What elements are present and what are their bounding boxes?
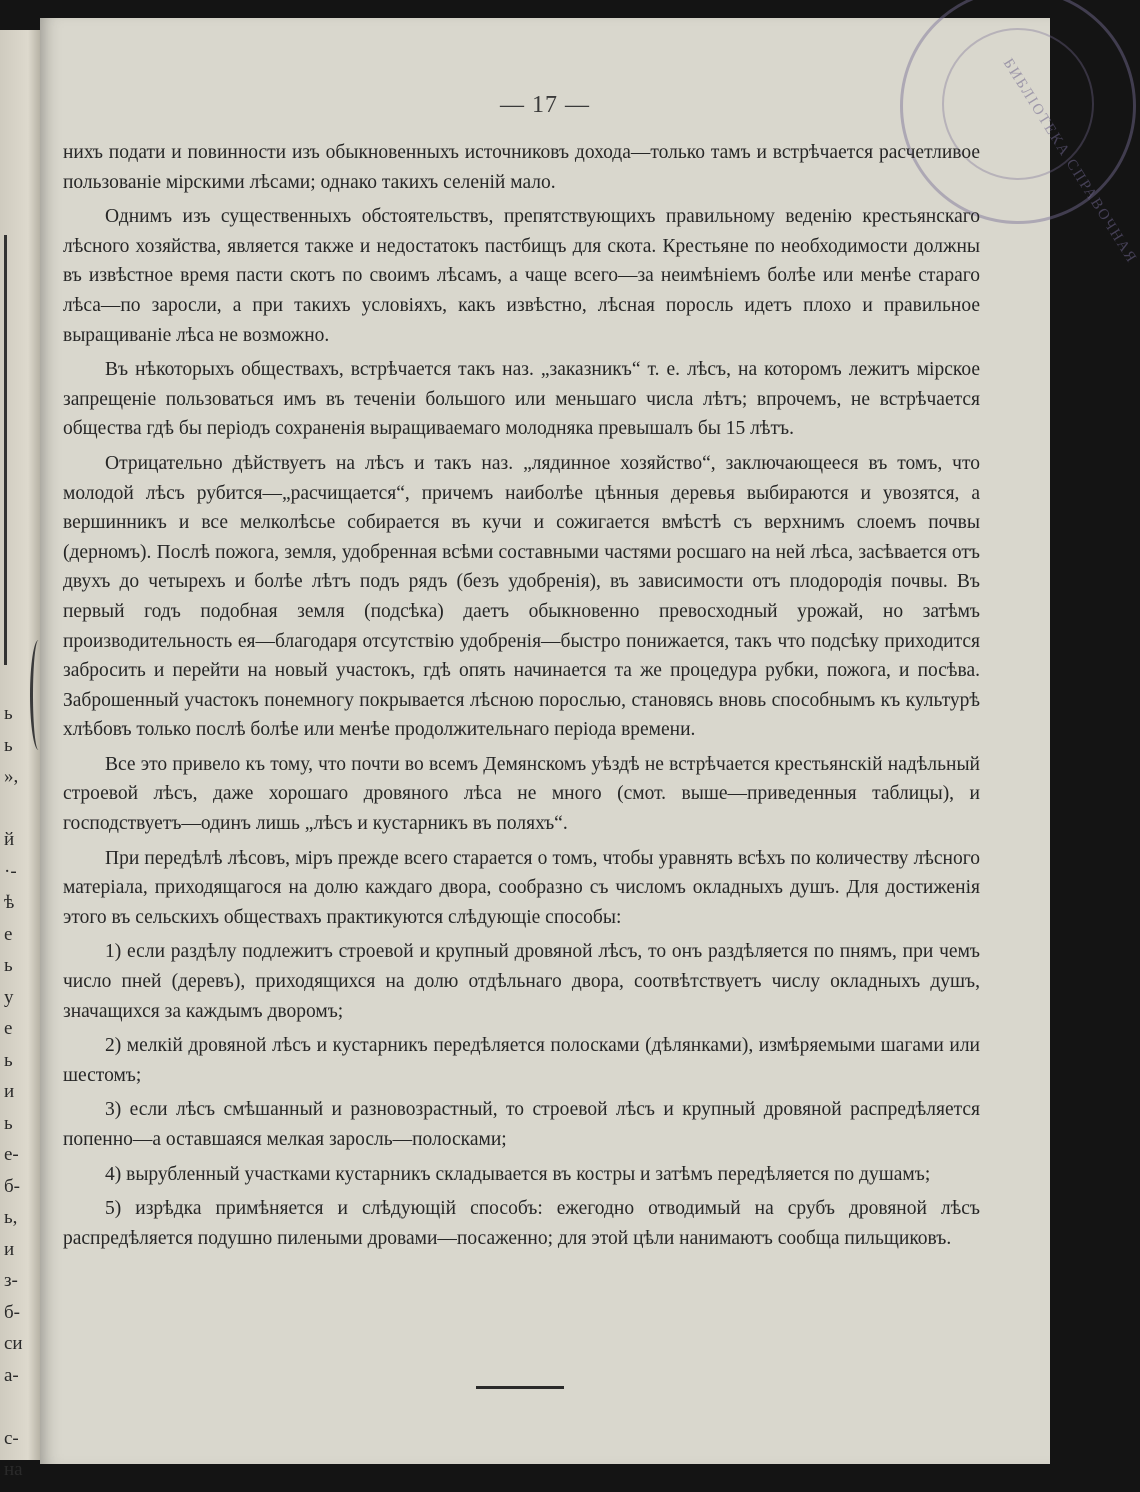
adjacent-page-fragment: з- [4, 1270, 18, 1291]
paragraph: Все это привело къ тому, что почти во всемъ Демянскомъ уѣздѣ не встрѣчается крестьянскій надѣльный строевой лѣсъ, даже хорошаго дровяного лѣса не много (смот. выше—приведенныя таблицы), и господствуетъ—одинъ лишь „лѣсъ и кустарникъ въ поляхъ“. [63, 753, 980, 835]
body-text [63, 138, 980, 1258]
adjacent-page-fragment: », [4, 766, 19, 787]
list-item-4: 4) вырубленный участками кустарникъ складывается въ костры и затѣмъ передѣляется по душамъ; [105, 1163, 931, 1185]
paragraph: При передѣлѣ лѣсовъ, міръ прежде всего старается о томъ, чтобы уравнять всѣхъ по количеству лѣсного матеріала, приходящагося на долю каждаго двора, сообразно съ числомъ окладныхъ душъ. Для достиженія этого въ сельскихъ обществахъ практикуются слѣдующіе способы: [63, 847, 980, 928]
library-stamp-text: БИБЛІОТЕКА СПРАВОЧНАЯ [999, 55, 1140, 267]
adjacent-page-fragment [4, 793, 38, 825]
paragraph: Однимъ изъ существенныхъ обстоятельствъ, препятствующихъ правильному веденію крестьянскаго лѣсного хозяйства, является также и недостатокъ пастбищъ для скота. Крестьяне по необходимости должны въ извѣстное время пасти скотъ по своимъ лѣсамъ, а чаще всего—за неимѣніемъ болѣе или менѣе стараго лѣса—по заросли, а при такихъ условіяхъ, какъ извѣстно, лѣсная поросль идетъ плохо и правильное выращиваніе лѣса не возможно. [63, 206, 980, 346]
adjacent-page-fragment: б- [4, 1175, 20, 1197]
document-page [40, 18, 1140, 1464]
adjacent-page-fragment: ь [4, 703, 13, 724]
adjacent-page-fragment: ·- [4, 860, 17, 882]
adjacent-page-text-fragments [4, 698, 38, 1486]
adjacent-page-fragment: е [4, 1018, 13, 1039]
adjacent-page-fragment: й [4, 829, 15, 850]
adjacent-page-fragment: ь, [4, 1207, 18, 1228]
adjacent-page-fragment: и [4, 1238, 15, 1260]
adjacent-page-fragment: а- [4, 1364, 19, 1386]
list-item-2: 2) мелкій дровяной лѣсъ и кустарникъ передѣляется полосками (дѣлянками), измѣряемыми шагами или шестомъ; [63, 1035, 980, 1086]
page-number: — 17 — [500, 92, 590, 118]
adjacent-page-edge [0, 30, 40, 1480]
adjacent-page-fragment: е- [4, 1144, 19, 1165]
adjacent-page-fragment: ь [4, 955, 13, 976]
adjacent-page-fragment: ь [4, 734, 13, 756]
adjacent-page-fragment: у [4, 986, 14, 1008]
adjacent-page-fragment: с- [4, 1427, 19, 1449]
list-item-1: 1) если раздѣлу подлежитъ строевой и крупный дровяной лѣсъ, то онъ раздѣляется по пнямъ, при чемъ число пней (деревъ), приходящихся на долю отдѣльнаго двора, соотвѣтствуетъ числу окладныхъ душъ, значащихся за каждымъ дворомъ; [63, 941, 980, 1022]
adjacent-page-fragment: и [4, 1081, 15, 1102]
paragraph-continuation: нихъ подати и повинности изъ обыкновенныхъ источниковъ дохода—только тамъ и встрѣчается расчетливое пользованіе мірскими лѣсами; однако такихъ селеній мало. [63, 142, 980, 193]
list-item-3: 3) если лѣсъ смѣшанный и разновозрастный, то строевой лѣсъ и крупный дровяной распредѣляется попенно—а оставшаяся мелкая заросль—полосками; [63, 1099, 980, 1150]
adjacent-page-fragment: ь [4, 1112, 13, 1134]
adjacent-page-fragment [4, 1391, 38, 1423]
adjacent-page-fragment: ь [4, 1049, 13, 1071]
paragraph: Отрицательно дѣйствуетъ на лѣсъ и такъ наз. „лядинное хозяйство“, заключающееся въ томъ, что молодой лѣсъ рубится—„расчищается“, причемъ наиболѣе цѣнныя деревья выбираются и увозятся, а вершинникъ и все мелколѣсье собирается въ кучи и сожигается вмѣстѣ съ верхнимъ слоемъ почвы (дерномъ). Послѣ пожога, земля, удобренная всѣми составными частями росшаго на ней лѣса, засѣвается отъ двухъ до четырехъ и болѣе лѣтъ подъ рядъ (безъ удобренія), въ зависимости отъ плодородія почвы. Въ первый годъ подобная земля (подсѣка) даетъ обыкновенно превосходный урожай, но затѣмъ производительность ея—благодаря отсутствію удобренія—быстро понижается, такъ что подсѣку приходится забросить и перейти на новый участокъ, гдѣ опять начинается та же процедура рубки, пожога, и посѣва. Заброшенный участокъ понемногу покрывается лѣсною порослью, становясь вновь способнымъ къ культурѣ хлѣбовъ только послѣ болѣе или менѣе продолжительнаго періода времени. [63, 452, 980, 741]
adjacent-page-fragment: е [4, 923, 13, 945]
adjacent-page-fragment: ѣ [4, 892, 15, 913]
adjacent-page-fragment: б- [4, 1301, 20, 1323]
closing-rule [476, 1386, 564, 1389]
list-item-5: 5) изрѣдка примѣняется и слѣдующій способъ: ежегодно отводимый на срубъ дровяной лѣсъ распредѣляется подушно пилеными дровами—посаженно; для этой цѣли нанимаютъ сообща пильщиковъ. [63, 1198, 980, 1249]
adjacent-page-fragment: си [4, 1333, 23, 1354]
paragraph: Въ нѣкоторыхъ обществахъ, встрѣчается такъ наз. „заказникъ“ т. е. лѣсъ, на которомъ лежитъ мірское запрещеніе пользоваться имъ въ теченіи большого или меньшаго числа лѣтъ; впрочемъ, не встрѣчается общества гдѣ бы періодъ сохраненія выращиваемаго молодняка превышалъ бы 15 лѣтъ. [63, 359, 980, 440]
adjacent-page-rule [4, 235, 7, 665]
adjacent-page-fragment: на [4, 1459, 23, 1480]
